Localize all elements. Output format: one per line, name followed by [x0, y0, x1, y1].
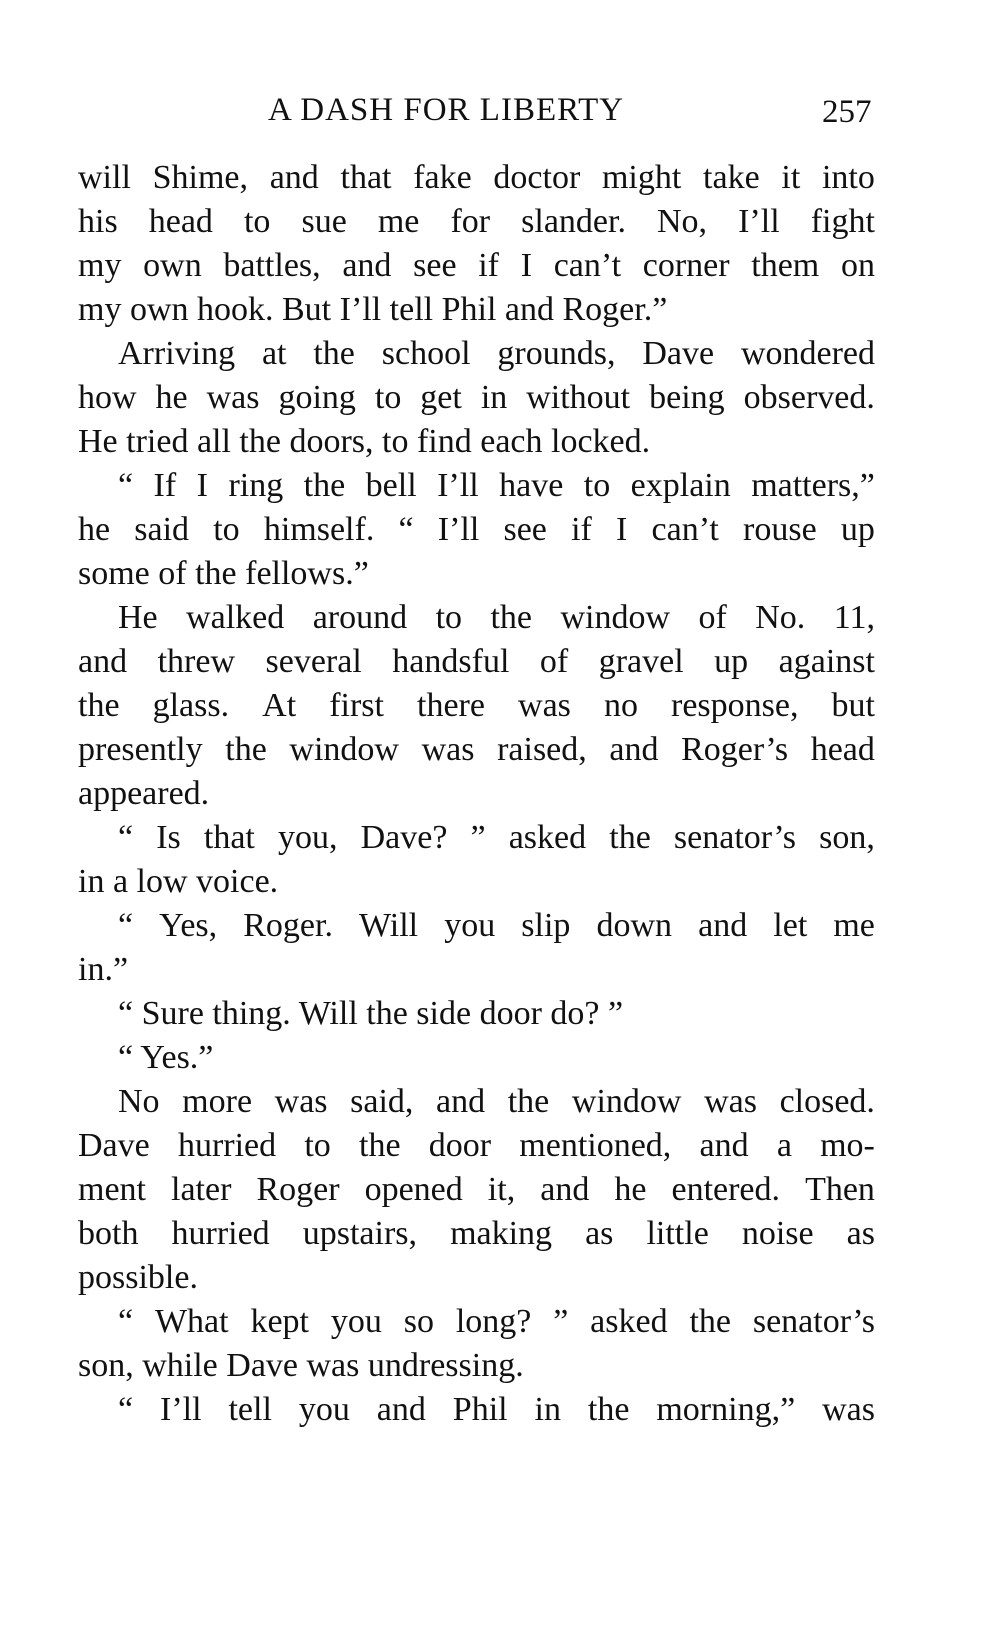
text-line: how he was going to get in without being observed.: [78, 379, 875, 416]
text-line: he said to himself. “ I’ll see if I can’t rouse up: [78, 511, 875, 548]
text-line: “ Sure thing. Will the side door do? ”: [118, 995, 624, 1032]
text-line: Dave hurried to the door mentioned, and a mo-: [78, 1127, 875, 1164]
text-line: He tried all the doors, to find each locked.: [78, 423, 651, 460]
text-line: “ Yes, Roger. Will you slip down and let me: [118, 907, 875, 944]
text-line: and threw several handsful of gravel up against: [78, 643, 875, 680]
text-line: ment later Roger opened it, and he entered. Then: [78, 1171, 875, 1208]
text-line: the glass. At first there was no response, but: [78, 687, 875, 724]
text-line: in a low voice.: [78, 863, 279, 900]
text-line: my own battles, and see if I can’t corner them on: [78, 247, 875, 284]
text-line: “ Yes.”: [118, 1039, 214, 1076]
text-line: Arriving at the school grounds, Dave wondered: [118, 335, 875, 372]
text-line: “ Is that you, Dave? ” asked the senator’s son,: [118, 819, 875, 856]
body-text: [78, 156, 875, 1432]
text-line: “ What kept you so long? ” asked the senator’s: [118, 1303, 875, 1340]
text-line: appeared.: [78, 775, 210, 812]
text-line: some of the fellows.”: [78, 555, 369, 592]
text-line: his head to sue me for slander. No, I’ll fight: [78, 203, 875, 240]
text-line: presently the window was raised, and Roger’s head: [78, 731, 875, 768]
text-line: both hurried upstairs, making as little noise as: [78, 1215, 875, 1252]
text-line: will Shime, and that fake doctor might take it into: [78, 159, 875, 196]
text-line: son, while Dave was undressing.: [78, 1347, 524, 1384]
text-line: in.”: [78, 951, 129, 988]
text-line: possible.: [78, 1259, 198, 1296]
page-number: 257: [822, 94, 872, 130]
text-line: my own hook. But I’ll tell Phil and Roger.”: [78, 291, 668, 328]
text-line: “ If I ring the bell I’ll have to explain matters,”: [118, 467, 875, 504]
text-line: No more was said, and the window was closed.: [118, 1083, 875, 1120]
text-line: “ I’ll tell you and Phil in the morning,” was: [118, 1391, 875, 1428]
running-title: A DASH FOR LIBERTY: [268, 92, 625, 128]
text-line: He walked around to the window of No. 11,: [118, 599, 875, 636]
